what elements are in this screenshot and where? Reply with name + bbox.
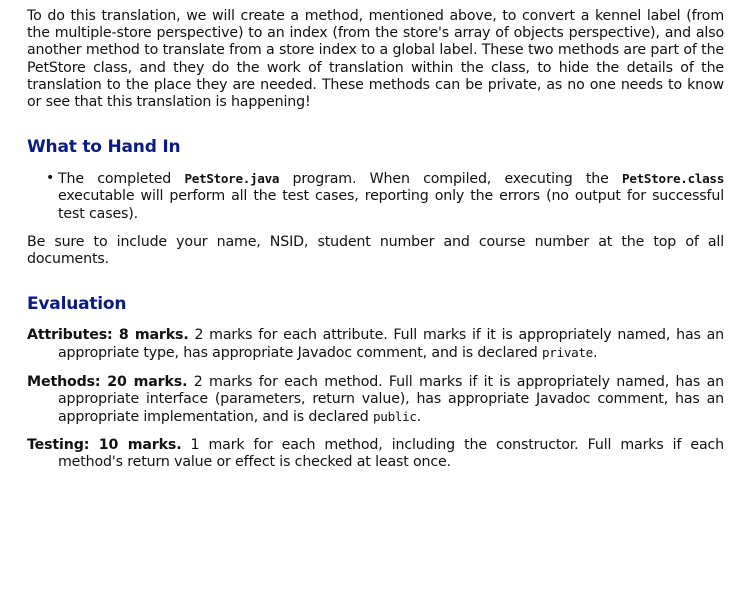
eval-text: 2 marks for each method. Full marks if it is appropriately named, has an appropriate interface (parameters, return value), has appropriate Javadoc comment, has an appropriate implementation, and is declared — [58, 373, 724, 426]
eval-label: Testing: 10 marks. — [27, 437, 182, 454]
code-petstore-class: PetStore.class — [622, 171, 724, 187]
code-private: private — [541, 345, 593, 361]
eval-text: 2 marks for each attribute. Full marks if it is appropriately named, has an appropriate type, has appropriate Javadoc comment, and is declared — [58, 327, 724, 362]
hand-in-note: Be sure to include your name, NSID, student number and course number at the top of all documents. — [27, 233, 724, 268]
eval-text: 1 mark for each method, including the constructor. Full marks if each method's return value or effect is checked at least once. — [58, 437, 724, 471]
bullet-text-3: executable will perform all the test cases, reporting only the errors (no output for successful test cases). — [58, 188, 724, 222]
eval-label: Attributes: 8 marks. — [27, 327, 189, 344]
eval-item-attributes — [27, 327, 724, 362]
bullet-text-2: program. When compiled, executing the — [279, 171, 623, 188]
eval-end: . — [416, 409, 422, 426]
bullet-text-1: The completed — [58, 171, 185, 188]
hand-in-list — [27, 170, 724, 223]
eval-end: . — [592, 345, 598, 362]
code-petstore-java: PetStore.java — [184, 171, 280, 187]
eval-item-methods — [27, 374, 724, 427]
bullet-glyph: • — [46, 170, 55, 187]
eval-label: Methods: 20 marks. — [27, 373, 188, 390]
code-public: public — [373, 409, 417, 425]
section-heading-hand-in: What to Hand In — [27, 137, 181, 158]
section-heading-evaluation: Evaluation — [27, 294, 127, 315]
eval-item-testing — [27, 437, 724, 471]
list-item — [27, 170, 724, 223]
intro-paragraph: To do this translation, we will create a method, mentioned above, to convert a kennel label (from the multiple-store perspective) to an index (from the store's array of objects perspective), and also another method to translate from a store index to a global label. These two methods are part of the PetStore class, and they do the work of translation within the class, to hide the details of the translation to the place they are needed. These methods can be private, as no one needs to know or see that this translation is happening! — [27, 8, 724, 111]
